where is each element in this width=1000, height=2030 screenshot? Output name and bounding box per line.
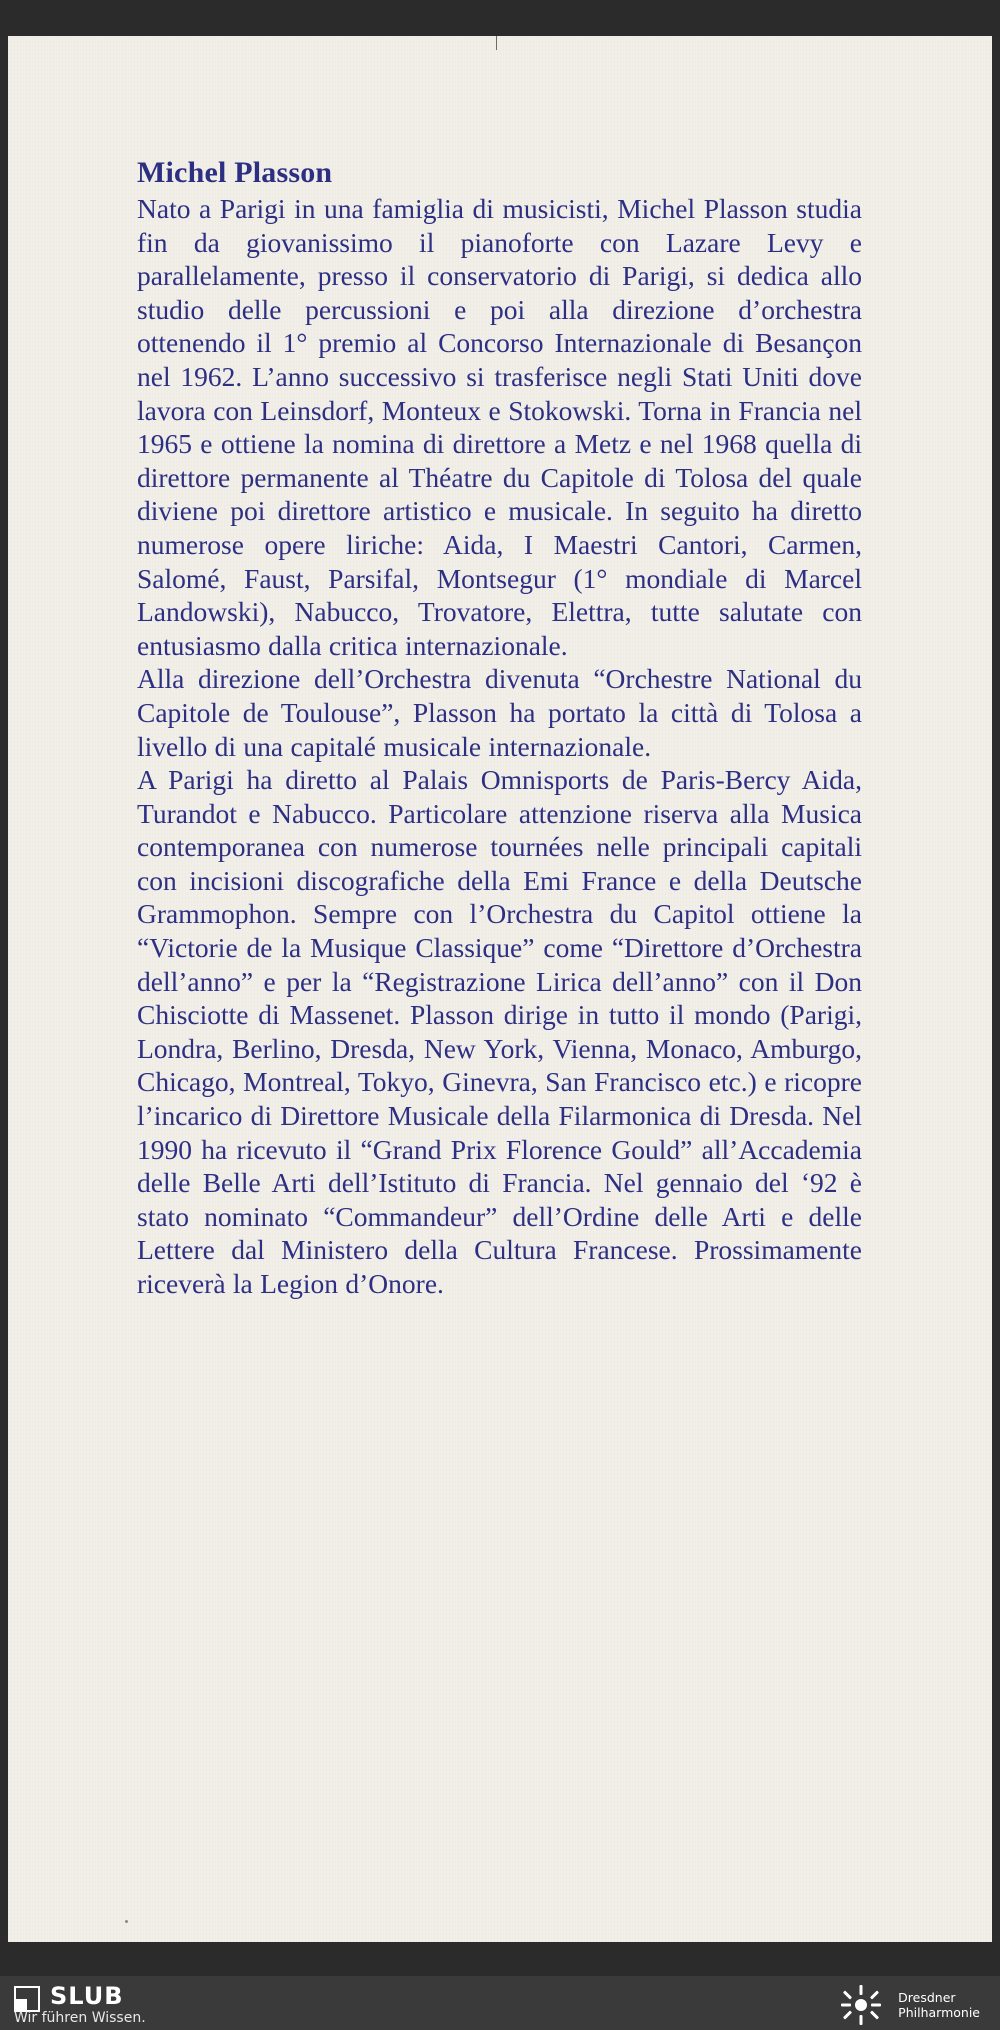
biography-paragraph-2: Alla direzione dell’Orchestra divenuta “Orchestre National du Capitole de Toulouse”, Plasson ha portato la città di Tolosa a livello di una capitalé musicale internazionale.: [137, 663, 862, 762]
document-body: [137, 156, 862, 1301]
partner-name-line1: Dresdner: [898, 1990, 956, 2005]
philharmonie-logo-icon: [834, 1983, 888, 2027]
partner-branding[interactable]: [834, 1983, 980, 2027]
slub-name: SLUB: [50, 1982, 124, 2010]
partner-name-line2: Philharmonie: [898, 2005, 980, 2020]
slub-branding[interactable]: [14, 1982, 146, 2026]
slub-tagline: Wir führen Wissen.: [14, 2010, 146, 2026]
top-frame-band: [0, 0, 1000, 36]
page-crease-mark: [496, 36, 497, 50]
document-title: Michel Plasson: [137, 156, 333, 189]
bottom-frame-band: [0, 1942, 1000, 1976]
biography-paragraph-3: A Parigi ha diretto al Palais Omnisports de Paris-Bercy Aida, Turandot e Nabucco. Particolare attenzione riserva alla Musica contemporanea con numerose tournées nelle principali capitali con incisioni discografiche della Emi France e della Deutsche Grammophon. Sempre con l’Orchestra du Capitol ottiene la “Victorie de la Musique Classique” come “Direttore d’Orchestra dell’anno” e per la “Registrazione Lirica dell’anno” con il Don Chisciotte di Massenet. Plasson dirige in tutto il mondo (Parigi, Londra, Berlino, Dresda, New York, Vienna, Monaco, Amburgo, Chicago, Montreal, Tokyo, Ginevra, San Francisco etc.) e ricopre l’incarico di Direttore Musicale della Filarmonica di Dresda. Nel 1990 ha ricevuto il “Grand Prix Florence Gould” all’Accademia delle Belle Arti dell’Istituto di Francia. Nel gennaio del ‘92 è stato nominato “Commandeur” dell’Ordine delle Arti e delle Lettere dal Ministero della Cultura Francese. Prossimamente riceverà la Legion d’Onore.: [137, 764, 862, 1299]
paper-speck: [125, 1920, 128, 1923]
footer-bar: [0, 1976, 1000, 2030]
biography-paragraph-1: Nato a Parigi in una famiglia di musicisti, Michel Plasson studia fin da giovanissimo il pianoforte con Lazare Levy e parallelamente, presso il conservatorio di Parigi, si dedica allo studio delle percussioni e poi alla direzione d’orchestra ottenendo il 1° premio al Concorso Internazionale di Besançon nel 1962. L’anno successivo si trasferisce negli Stati Uniti dove lavora con Leinsdorf, Monteux e Stokowski. Torna in Francia nel 1965 e ottiene la nomina di direttore a Metz e nel 1968 quella di direttore permanente al Théatre du Capitole di Tolosa del quale diviene poi direttore artistico e musicale. In seguito ha diretto numerose opere liriche: Aida, I Maestri Cantori, Carmen, Salomé, Faust, Parsifal, Montsegur (1° mondiale di Marcel Landowski), Nabucco, Trovatore, Elettra, tutte salutate con entusiasmo dalla critica internazionale.: [137, 193, 862, 661]
slub-logo-icon: [14, 1986, 40, 2012]
